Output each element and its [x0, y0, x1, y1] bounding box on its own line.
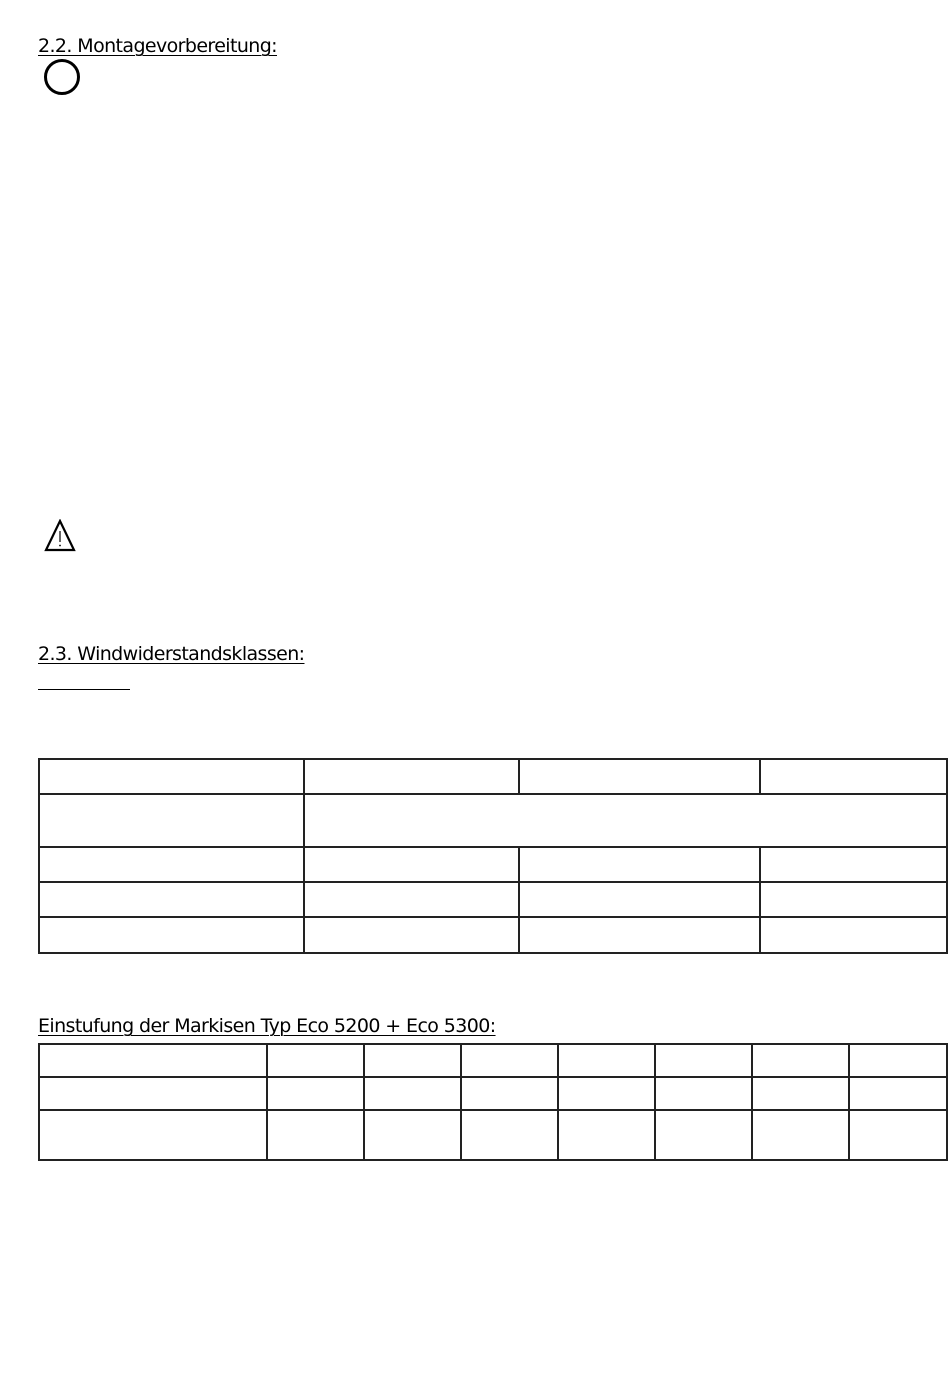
- table-cell: [304, 759, 519, 794]
- table-cell: [39, 882, 304, 917]
- table-row: [39, 882, 947, 917]
- table-row: [39, 1110, 947, 1160]
- table-cell: [267, 1044, 364, 1077]
- table-cell: [461, 1077, 558, 1110]
- table-cell: [655, 1077, 752, 1110]
- section-heading-eco-classification: Einstufung der Markisen Typ Eco 5200 + Eco 5300:: [38, 1015, 496, 1037]
- table-cell: [39, 847, 304, 882]
- table-cell: [364, 1077, 461, 1110]
- table-cell: [364, 1044, 461, 1077]
- table-cell: [267, 1110, 364, 1160]
- table-cell: [519, 847, 760, 882]
- warning-icon: [44, 519, 76, 553]
- table-cell: [519, 882, 760, 917]
- wind-class-table: [38, 758, 948, 954]
- table-cell: [304, 882, 519, 917]
- table-cell: [760, 847, 947, 882]
- section-heading-windwiderstandsklassen: 2.3. Windwiderstandsklassen:: [38, 643, 305, 665]
- table-cell: [519, 917, 760, 953]
- table-cell: [760, 882, 947, 917]
- table-row: [39, 1077, 947, 1110]
- table-cell: [655, 1044, 752, 1077]
- table-cell: [752, 1077, 849, 1110]
- table-cell: [461, 1110, 558, 1160]
- table-row: [39, 759, 947, 794]
- short-rule: [38, 689, 130, 690]
- table-cell: [461, 1044, 558, 1077]
- table-cell: [558, 1110, 655, 1160]
- table-cell: [519, 759, 760, 794]
- table-cell: [304, 917, 519, 953]
- table-row: [39, 847, 947, 882]
- table-cell: [364, 1110, 461, 1160]
- table-cell: [39, 1044, 267, 1077]
- table-cell: [752, 1110, 849, 1160]
- table-cell: [267, 1077, 364, 1110]
- table-cell: [760, 759, 947, 794]
- table-row: [39, 917, 947, 953]
- table-row: [39, 794, 947, 847]
- table-cell: [849, 1110, 947, 1160]
- table-cell: [39, 917, 304, 953]
- table-cell: [849, 1044, 947, 1077]
- table-cell: [39, 1110, 267, 1160]
- table-cell-merged: [304, 794, 947, 847]
- eco-classification-table: [38, 1043, 948, 1161]
- table-cell: [558, 1077, 655, 1110]
- table-cell: [39, 1077, 267, 1110]
- section-heading-montagevorbereitung: 2.2. Montagevorbereitung:: [38, 35, 277, 57]
- table-cell: [752, 1044, 849, 1077]
- table-cell: [655, 1110, 752, 1160]
- table-cell: [304, 847, 519, 882]
- table-cell: [39, 759, 304, 794]
- table-cell: [39, 794, 304, 847]
- circle-icon: [44, 59, 80, 95]
- table-cell: [558, 1044, 655, 1077]
- table-row: [39, 1044, 947, 1077]
- table-cell: [760, 917, 947, 953]
- table-cell: [849, 1077, 947, 1110]
